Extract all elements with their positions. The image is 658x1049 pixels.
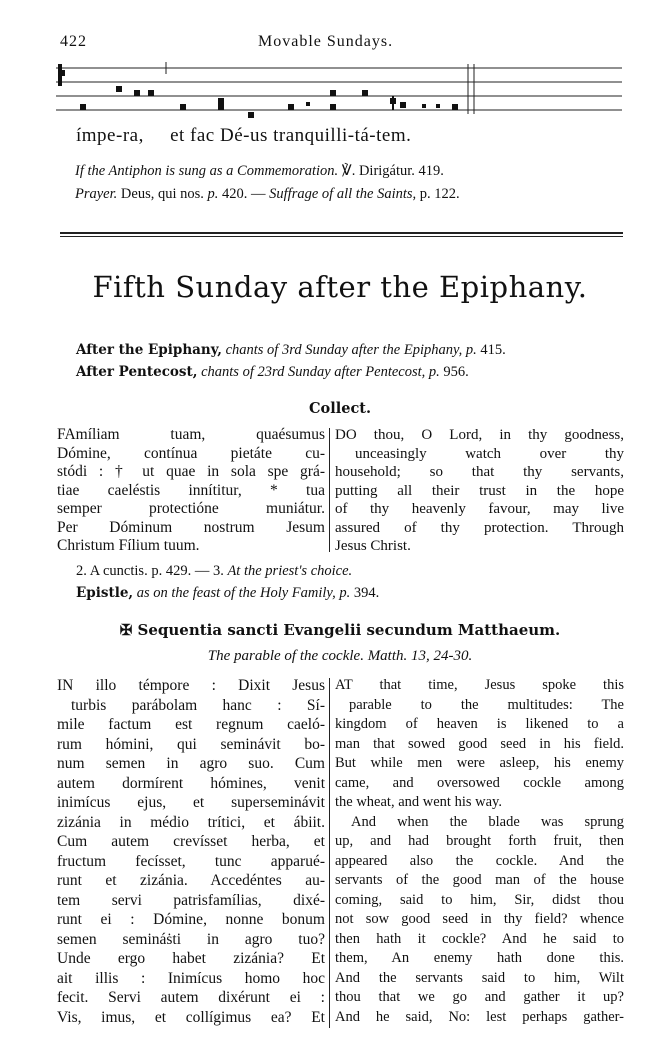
gospel-english-line: them, An enemy hath done this. bbox=[335, 950, 624, 966]
ref-pentecost-label: After Pentecost, bbox=[76, 364, 198, 380]
gospel-subheading: The parable of the cockle. Matth. 13, 24-30. bbox=[207, 648, 473, 664]
collect-english-line: of thy heavenly favour, may live bbox=[335, 501, 624, 517]
gospel-english-line: then hath it cockle? And he said to bbox=[335, 930, 624, 947]
rubric-suffrage-page: p. 122. bbox=[419, 186, 460, 202]
page-title: Fifth Sunday after the Epiphany. bbox=[92, 270, 588, 304]
gospel-latin-line: fructum fecísset, tunc apparué- bbox=[57, 852, 325, 870]
rubric-line-1 bbox=[75, 163, 645, 180]
gospel-english bbox=[335, 676, 624, 1027]
page-number: 422 bbox=[60, 33, 87, 50]
collect-english-line: putting all their trust in the hope bbox=[335, 482, 624, 499]
collect-latin-line: Per Dóminum nostrum Jesum bbox=[57, 518, 325, 536]
rubric-versicle: ℣. Dirigátur. 419. bbox=[341, 163, 444, 179]
gospel-english-line: And when the blade was sprung bbox=[351, 813, 624, 830]
gospel-latin-line: turbis parábolam hanc : Sí- bbox=[71, 696, 325, 714]
rubric-p: p. bbox=[207, 186, 219, 202]
epistle-label: Epistle, bbox=[76, 585, 134, 601]
ref-epiphany bbox=[76, 342, 646, 359]
gospel-english-line: not sow good seed in thy field? whence bbox=[335, 911, 624, 927]
gospel-latin-line: ait illis : Inimícus homo hoc bbox=[57, 969, 325, 987]
gospel-english-line: kingdom of heaven is likened to a bbox=[335, 716, 624, 732]
gospel-english-line: up, and had brought forth fruit, then bbox=[335, 833, 624, 849]
collect-latin-line: stódi : † ut quae in sola spe grá- bbox=[57, 463, 325, 480]
gospel-english-line: But while men were asleep, his enemy bbox=[335, 755, 624, 771]
collect-english-line: household; so that thy servants, bbox=[335, 464, 624, 480]
rubric-line-2 bbox=[75, 186, 645, 203]
gospel-english-line: came, and oversowed cockle among bbox=[335, 774, 624, 791]
chant-staff bbox=[56, 60, 622, 124]
gospel-latin-line: autem dormírent hómines, venit bbox=[57, 774, 325, 792]
gospel-latin-line: semen semináṡti in agro tuo? bbox=[57, 930, 325, 948]
gospel-english-line: And he said, No: lest perhaps gather- bbox=[335, 1008, 624, 1025]
rubric-antiphon-note: If the Antiphon is sung as a Commemoration. bbox=[75, 163, 339, 179]
ref-pentecost-page: 956. bbox=[443, 364, 469, 380]
gospel-latin-line: fecit. Servi autem dixérunt ei : bbox=[57, 989, 325, 1006]
gospel-english-line: coming, said to him, Sir, didst thou bbox=[335, 891, 624, 908]
rubric-prayer-text: Deus, qui nos. bbox=[120, 186, 204, 202]
collect-english bbox=[335, 426, 624, 556]
gospel-latin-line: Cum autem crevísset herba, et bbox=[57, 833, 325, 850]
collect-english-line: unceasingly watch over thy bbox=[355, 445, 624, 462]
ref-pentecost-text: chants of 23rd Sunday after Pentecost, p. bbox=[201, 364, 440, 380]
collect-english-line: assured of thy protection. Through bbox=[335, 519, 624, 536]
gospel-latin-line: IN illo témpore : Dixit Jesus bbox=[57, 677, 325, 694]
collect-latin-line: tiae caeléstis innítitur, * tua bbox=[57, 481, 325, 499]
gospel-latin-line: rum hómini, qui seminávit bo- bbox=[57, 735, 325, 753]
gospel-latin-line: Vis, imus, et collígimus ea? Et bbox=[57, 1008, 325, 1026]
gospel-latin-line: inimícus ejus, et superseminávit bbox=[57, 794, 325, 811]
ref-epiphany-page: 415. bbox=[480, 342, 506, 358]
running-head bbox=[0, 33, 658, 55]
rubric-prayer-page: 420. — bbox=[222, 186, 266, 202]
gospel-heading: ✠ Sequentia sancti Evangelii secundum Matthaeum. bbox=[119, 621, 561, 639]
column-divider bbox=[329, 678, 330, 1028]
rubric-prayer-label: Prayer. bbox=[75, 186, 118, 202]
chant-lyrics: ímpe-ra, et fac Dé-us tranquilli-tá-tem. bbox=[76, 125, 412, 146]
gospel-english-line: thou that we go and gather it up? bbox=[335, 989, 624, 1005]
collect-latin-line: FAmíliam tuam, quaésumus bbox=[57, 426, 325, 443]
gospel-english-line: parable to the multitudes: The bbox=[349, 696, 624, 713]
collect-heading: Collect. bbox=[308, 400, 372, 417]
collect-latin-line: Christum Fílium tuum. bbox=[57, 537, 200, 554]
gospel-english-line: And the servants said to him, Wilt bbox=[335, 969, 624, 986]
gospel-latin bbox=[57, 676, 325, 1027]
column-divider bbox=[329, 428, 330, 552]
ref-epiphany-text: chants of 3rd Sunday after the Epiphany, p. bbox=[225, 342, 477, 358]
running-title: Movable Sundays. bbox=[258, 33, 394, 50]
ref-epiphany-label: After the Epiphany, bbox=[76, 342, 222, 358]
gospel-english-line: man that sowed good seed in his field. bbox=[335, 735, 624, 752]
epistle-line bbox=[76, 585, 646, 602]
gospel-english-line: AT that time, Jesus spoke this bbox=[335, 677, 624, 693]
gospel-latin-line: num semen in agro suo. Cum bbox=[57, 755, 325, 772]
collect-english-line: DO thou, O Lord, in thy goodness, bbox=[335, 427, 624, 443]
gospel-latin-line: runt ei : Dómine, nonne bonum bbox=[57, 911, 325, 928]
commemoration-choice: At the priest's choice. bbox=[227, 563, 353, 579]
gospel-english-line: servants of the good man of the house bbox=[335, 872, 624, 888]
gospel-latin-line: Unde ergo habet zizánia? Et bbox=[57, 950, 325, 967]
commemoration-line bbox=[76, 563, 646, 580]
ref-pentecost bbox=[76, 364, 646, 381]
collect-english-line: Jesus Christ. bbox=[335, 538, 411, 554]
collect-latin-line: Dómine, contínua pietáte cu- bbox=[57, 444, 325, 462]
commemoration-text: 2. A cunctis. p. 429. — 3. bbox=[76, 563, 224, 579]
epistle-text: as on the feast of the Holy Family, p. bbox=[136, 585, 351, 601]
epistle-page: 394. bbox=[353, 585, 380, 601]
section-rule bbox=[60, 232, 623, 234]
gospel-latin-line: mile factum est regnum caeló- bbox=[57, 716, 325, 733]
gospel-latin-line: runt et zizánia. Accedéntes au- bbox=[57, 872, 325, 889]
gospel-english-line: the wheat, and went his way. bbox=[335, 794, 502, 810]
collect-latin-line: semper protectióne muniátur. bbox=[57, 500, 325, 517]
rubric-suffrage: Suffrage of all the Saints, bbox=[269, 186, 417, 202]
gospel-latin-line: zizánia in médio trítici, et ábiit. bbox=[57, 813, 325, 831]
collect-latin bbox=[57, 426, 325, 556]
gospel-english-line: appeared also the cockle. And the bbox=[335, 852, 624, 869]
gospel-latin-line: tem servi patrisfamílias, dixé- bbox=[57, 891, 325, 909]
